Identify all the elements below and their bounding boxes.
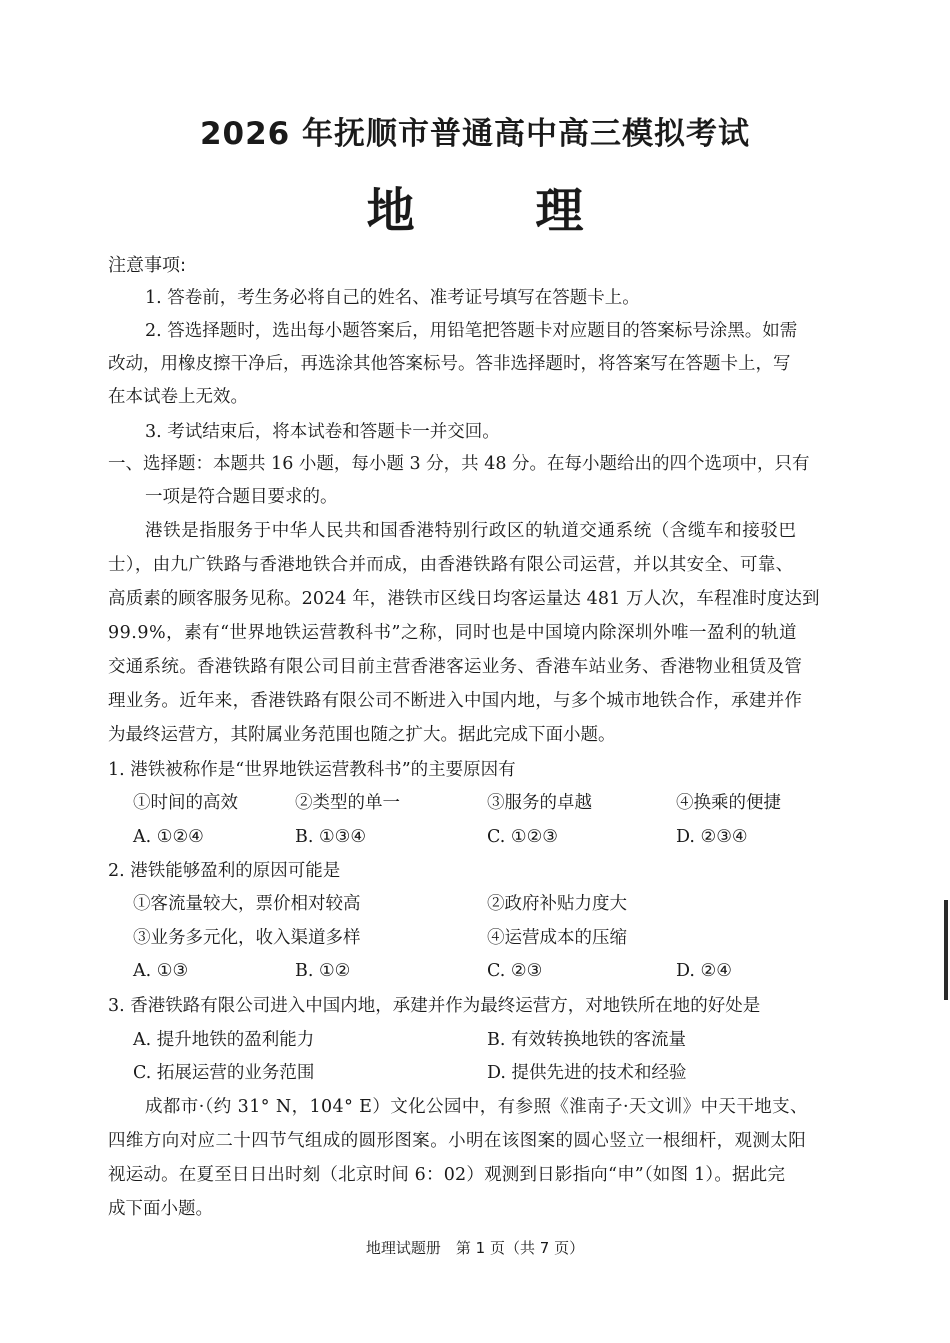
passage2-line-3: 视运动。在夏至日日出时刻（北京时间 6：02）观测到日影指向“申”（如图 1）。据此完 xyxy=(108,1165,786,1185)
question-1-option-d[interactable]: D. ②③④ xyxy=(676,827,748,847)
passage2-line-2: 四维方向对应二十四节气组成的圆形图案。小明在该图案的圆心竖立一根细杆，观测太阳 xyxy=(108,1131,807,1151)
scan-edge-mark xyxy=(944,900,948,1000)
question-2-option-b[interactable]: B. ①② xyxy=(295,961,351,981)
subject-title: 地 理 xyxy=(366,183,636,239)
notice-item-3: 3. 考试结束后，将本试卷和答题卡一并交回。 xyxy=(145,422,500,442)
page-footer: 地理试题册 第 1 页（共 7 页） xyxy=(365,1239,585,1257)
question-2-statement-2: ②政府补贴力度大 xyxy=(487,894,627,914)
notice-item-2-line-2: 改动，用橡皮擦干净后，再选涂其他答案标号。答非选择题时，将答案写在答题卡上，写 xyxy=(108,354,791,374)
passage1-line-6: 理业务。近年来，香港铁路有限公司不断进入中国内地，与多个城市地铁合作，承建并作 xyxy=(108,691,803,711)
section-heading-line-2: 一项是符合题目要求的。 xyxy=(145,487,338,507)
question-3-option-d[interactable]: D. 提供先进的技术和经验 xyxy=(487,1063,687,1083)
notice-heading: 注意事项: xyxy=(108,255,187,276)
question-3-option-a[interactable]: A. 提升地铁的盈利能力 xyxy=(133,1030,315,1050)
question-1-option-a[interactable]: A. ①②④ xyxy=(133,827,204,847)
passage2-line-4: 成下面小题。 xyxy=(108,1199,213,1219)
question-2-option-a[interactable]: A. ①③ xyxy=(133,961,189,981)
passage1-line-4: 99.9%，素有“世界地铁运营教科书”之称，同时也是中国境内除深圳外唯一盈利的轨道 xyxy=(108,623,797,643)
question-1-statement-3: ③服务的卓越 xyxy=(487,793,592,813)
notice-item-1: 1. 答卷前，考生务必将自己的姓名、准考证号填写在答题卡上。 xyxy=(145,288,640,308)
passage1-line-3: 高质素的顾客服务见称。2024 年，港铁市区线日均客运量达 481 万人次，车程准时度达到 xyxy=(108,589,820,609)
question-3-option-c[interactable]: C. 拓展运营的业务范围 xyxy=(133,1063,315,1083)
question-2-option-d[interactable]: D. ②④ xyxy=(676,961,732,981)
question-1-statement-2: ②类型的单一 xyxy=(295,793,400,813)
question-2-option-c[interactable]: C. ②③ xyxy=(487,961,543,981)
passage1-line-7: 为最终运营方，其附属业务范围也随之扩大。据此完成下面小题。 xyxy=(108,725,616,745)
question-1-statement-4: ④换乘的便捷 xyxy=(676,793,781,813)
notice-item-2-line-1: 2. 答选择题时，选出每小题答案后，用铅笔把答题卡对应题目的答案标号涂黑。如需 xyxy=(145,321,798,341)
passage2-line-1: 成都市·（约 31° N，104° E）文化公园中，有参照《淮南子·天文训》中天干地支、 xyxy=(145,1097,808,1117)
notice-item-2-line-3: 在本试卷上无效。 xyxy=(108,387,248,407)
passage1-line-1: 港铁是指服务于中华人民共和国香港特别行政区的轨道交通系统（含缆车和接驳巴 xyxy=(145,521,797,541)
question-2-statement-1: ①客流量较大，票价相对较高 xyxy=(133,894,361,914)
question-1-option-c[interactable]: C. ①②③ xyxy=(487,827,558,847)
question-2-statement-4: ④运营成本的压缩 xyxy=(487,928,627,948)
question-1-option-b[interactable]: B. ①③④ xyxy=(295,827,367,847)
passage1-line-5: 交通系统。香港铁路有限公司目前主营香港客运业务、香港车站业务、香港物业租赁及管 xyxy=(108,657,803,677)
passage1-line-2: 士），由九广铁路与香港地铁合并而成，由香港铁路有限公司运营，并以其安全、可靠、 xyxy=(108,555,794,575)
question-1-statement-1: ①时间的高效 xyxy=(133,793,238,813)
exam-title: 2026 年抚顺市普通高中高三模拟考试 xyxy=(199,116,751,152)
section-heading-line-1: 一、选择题：本题共 16 小题，每小题 3 分，共 48 分。在每小题给出的四个选项中，只有 xyxy=(108,454,810,474)
question-2-statement-3: ③业务多元化，收入渠道多样 xyxy=(133,928,361,948)
question-1-stem: 1. 港铁被称作是“世界地铁运营教科书”的主要原因有 xyxy=(108,760,516,780)
question-3-option-b[interactable]: B. 有效转换地铁的客流量 xyxy=(487,1030,686,1050)
question-2-stem: 2. 港铁能够盈利的原因可能是 xyxy=(108,861,341,881)
question-3-stem: 3. 香港铁路有限公司进入中国内地，承建并作为最终运营方，对地铁所在地的好处是 xyxy=(108,996,761,1016)
